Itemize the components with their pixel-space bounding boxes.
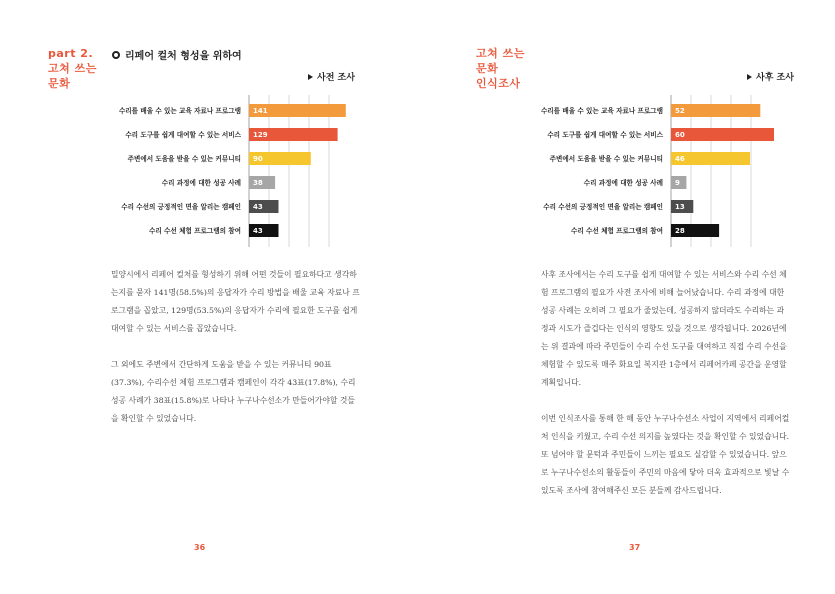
side-title-line: 고쳐 쓰는 xyxy=(48,62,97,75)
category-label: 주변에서 도움을 받을 수 있는 커뮤니티 xyxy=(127,155,241,163)
left-body-text xyxy=(111,266,361,446)
chart-label-text: 사전 조사 xyxy=(317,73,355,83)
category-label: 주변에서 도움을 받을 수 있는 커뮤니티 xyxy=(549,155,663,163)
triangle-arrow-icon xyxy=(747,74,752,80)
category-label: 수리 수선 체험 프로그램의 참여 xyxy=(571,227,663,235)
value-label: 9 xyxy=(675,179,680,187)
section-heading-text: 리페어 컬처 형성을 위하여 xyxy=(125,51,242,62)
chart-label-text: 사후 조사 xyxy=(756,73,794,83)
value-label: 52 xyxy=(675,107,685,115)
post-survey-chart xyxy=(522,93,782,249)
value-label: 90 xyxy=(253,155,263,163)
side-title-line: 문화 xyxy=(48,77,71,90)
chart-label xyxy=(747,70,794,83)
category-label: 수리 수선의 긍정적인 면을 알리는 캠페인 xyxy=(543,203,663,211)
triangle-arrow-icon xyxy=(308,74,313,80)
left-side-title xyxy=(48,46,97,91)
page-number: 36 xyxy=(194,543,206,552)
pre-survey-chart xyxy=(100,93,360,249)
paragraph: 밀양시에서 리페어 컬처를 형성하기 위해 어떤 것들이 필요하다고 생각하는지를 묻자 141명(58.5%)의 응답자가 수리 방법을 배울 교육 자료나 프로그램을 꼽았고, 129명(53.5%)의 응답자가 수리에 필요한 도구를 쉽게 대여할 수 있는 서비스를 꼽았습니다. xyxy=(111,270,360,333)
right-page xyxy=(417,0,835,594)
category-label: 수리를 배울 수 있는 교육 자료나 프로그램 xyxy=(540,107,663,115)
page-number: 37 xyxy=(629,543,641,552)
paragraph: 그 외에도 주변에서 간단하게 도움을 받을 수 있는 커뮤니티 90표(37.3%), 수리수선 체험 프로그램과 캠페인이 각각 43표(17.8%), 수리 성공 사례가 38표(15.8%)로 나타나 누구나수선소가 만들어가야할 것들을 확인할 수 있었습니다. xyxy=(111,360,356,423)
chart-label xyxy=(308,70,355,83)
left-page xyxy=(0,0,417,594)
side-title-line: 인식조사 xyxy=(476,77,521,90)
right-body-text xyxy=(541,266,791,518)
value-label: 129 xyxy=(253,131,268,139)
value-label: 141 xyxy=(253,107,268,115)
side-title-line: part 2. xyxy=(48,47,94,60)
value-label: 38 xyxy=(253,179,263,187)
category-label: 수리 수선의 긍정적인 면을 알리는 캠페인 xyxy=(121,203,241,211)
value-label: 60 xyxy=(675,131,685,139)
value-label: 13 xyxy=(675,203,685,211)
bar xyxy=(671,128,774,141)
paragraph: 이번 인식조사를 통해 한 해 동안 누구나수선소 사업이 지역에서 리페어컬처 인식을 키웠고, 수리 수선 의지를 높였다는 것을 확인할 수 있었습니다. 또 넘어야 할 문턱과 주민들이 느끼는 필요도 실감할 수 있었습니다. 앞으로 누구나수선소의 활동들이 주민의 마음에 닿아 더욱 효과적으로 빛날 수 있도록 조사에 참여해주신 모든 분들께 감사드립니다. xyxy=(541,414,790,495)
value-label: 43 xyxy=(253,203,263,211)
paragraph: 사후 조사에서는 수리 도구를 쉽게 대여할 수 있는 서비스와 수리 수선 체험 프로그램의 필요가 사전 조사에 비해 늘어났습니다. 수리 과정에 대한 성공 사례는 오히려 그 필요가 줄었는데, 성공하지 않더라도 수리하는 과정과 시도가 즐겁다는 인식의 영향도 있을 것으로 생각됩니다. 2026년에는 위 결과에 따라 주민들이 수리 수선 도구를 대여하고 직접 수리 수선을 체험할 수 있도록 매주 화요일 복지관 1층에서 리페어카페 공간을 운영할 계획입니다. xyxy=(541,270,787,387)
value-label: 43 xyxy=(253,227,263,235)
category-label: 수리 과정에 대한 성공 사례 xyxy=(161,179,241,187)
right-side-title xyxy=(476,46,525,91)
value-label: 28 xyxy=(675,227,685,235)
category-label: 수리 도구를 쉽게 대여할 수 있는 서비스 xyxy=(125,131,241,139)
circle-bullet-icon xyxy=(112,51,120,59)
section-heading xyxy=(112,47,242,62)
category-label: 수리 도구를 쉽게 대여할 수 있는 서비스 xyxy=(547,131,663,139)
value-label: 46 xyxy=(675,155,685,163)
category-label: 수리 수선 체험 프로그램의 참여 xyxy=(149,227,241,235)
category-label: 수리 과정에 대한 성공 사례 xyxy=(583,179,663,187)
category-label: 수리를 배울 수 있는 교육 자료나 프로그램 xyxy=(118,107,241,115)
side-title-line: 문화 xyxy=(476,62,499,75)
side-title-line: 고쳐 쓰는 xyxy=(476,47,525,60)
